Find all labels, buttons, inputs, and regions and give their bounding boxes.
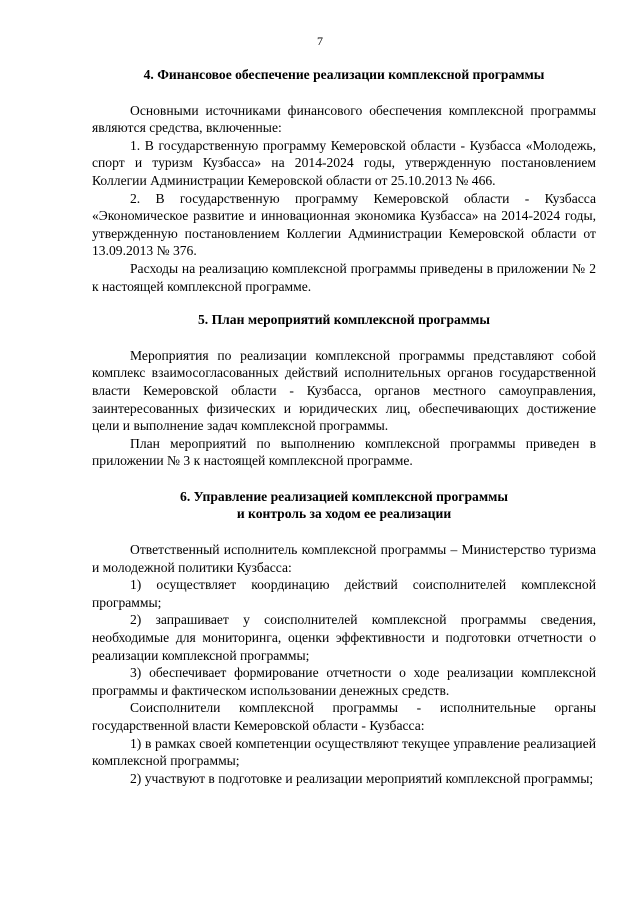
paragraph: Ответственный исполнитель комплексной программы – Министерство туризма и молодежной политики Кузбасса: (92, 542, 596, 575)
paragraph: Соисполнители комплексной программы - исполнительные органы государственной власти Кемеровской области - Кузбасса: (92, 700, 596, 733)
paragraph: 3) обеспечивает формирование отчетности о ходе реализации комплексной программы и фактическом использовании денежных средств. (92, 665, 596, 698)
paragraph: 2) запрашивает у соисполнителей комплексной программы сведения, необходимые для мониторинга, оценки эффективности и подготовки отчетности о реализации комплексной программы; (92, 612, 596, 663)
paragraph: Основными источниками финансового обеспечения комплексной программы являются средства, включенные: (92, 102, 596, 136)
page-number: 7 (317, 34, 323, 48)
section-financing (92, 66, 596, 295)
paragraph: 2. В государственную программу Кемеровской области - Кузбасса «Экономическое развитие и инновационная экономика Кузбасса» на 2014-2024 годы, утвержденную постановлением Коллегии Администрации Кемеровской области от 13.09.2013 № 376. (92, 190, 596, 259)
paragraph: 2) участвуют в подготовке и реализации мероприятий комплексной программы; (130, 770, 594, 786)
paragraph: 1) в рамках своей компетенции осуществляют текущее управление реализацией комплексной программы; (92, 735, 596, 769)
paragraph: Расходы на реализацию комплексной программы приведены в приложении № 2 к настоящей комплексной программе. (92, 260, 596, 294)
section-action-plan (92, 311, 596, 470)
document-body (92, 62, 596, 787)
paragraph: Мероприятия по реализации комплексной программы представляют собой комплекс взаимосогласованных действий исполнительных органов государственной власти Кемеровской области - Кузбасса, органов местного самоуправления, заинтересованных физических и юридических лиц, обеспечивающих достижение цели и выполнение задач комплексной программы. (92, 347, 596, 434)
paragraph: План мероприятий по выполнению комплексной программы приведен в приложении № 3 к настоящей комплексной программе. (92, 435, 596, 469)
paragraph: 1. В государственную программу Кемеровской области - Кузбасса «Молодежь, спорт и туризм Кузбасса» на 2014-2024 годы, утвержденную постановлением Коллегии Администрации Кемеровской области от 25.10.2013 № 466. (92, 137, 596, 188)
section-heading: 5. План мероприятий комплексной программы (198, 312, 490, 328)
paragraph: 1) осуществляет координацию действий соисполнителей комплексной программы; (92, 577, 596, 610)
section-heading: 6. Управление реализацией комплексной программы и контроль за ходом ее реализации (180, 488, 508, 522)
section-heading: 4. Финансовое обеспечение реализации комплексной программы (143, 67, 545, 82)
section-management-control (92, 488, 596, 788)
